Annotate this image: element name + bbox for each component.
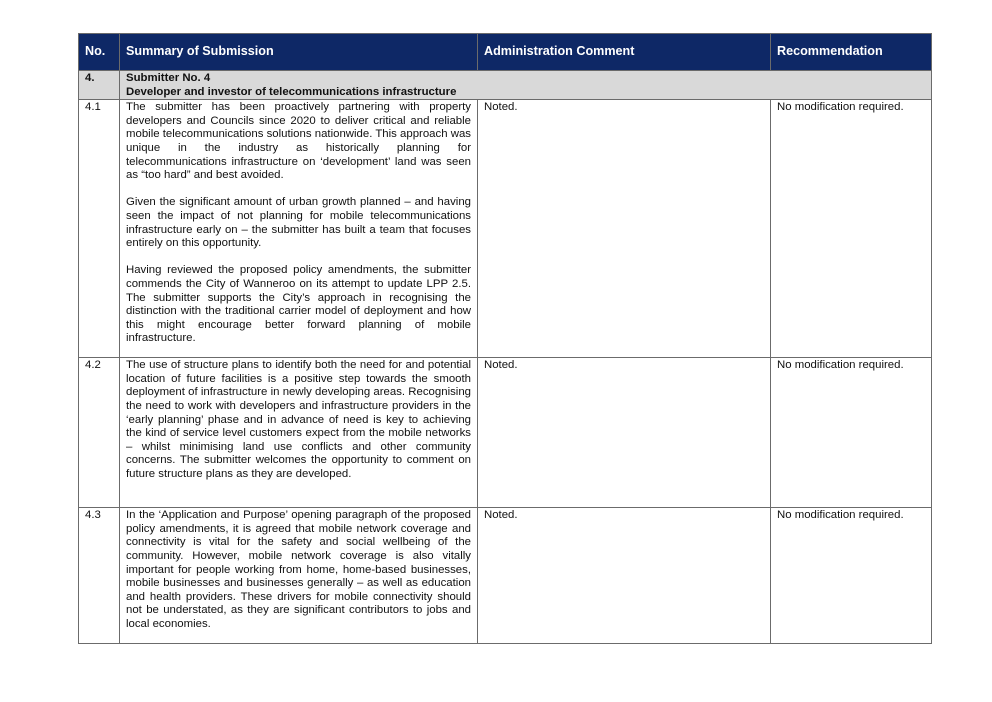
row-number: 4.1 <box>79 100 120 358</box>
row-recommendation: No modification required. <box>771 358 932 508</box>
submitter-number: 4. <box>79 71 120 100</box>
row-number: 4.3 <box>79 508 120 644</box>
submitter-description: Developer and investor of telecommunications infrastructure <box>126 85 457 98</box>
row-summary <box>120 100 478 358</box>
table-row <box>79 358 932 508</box>
summary-paragraph: Having reviewed the proposed policy amendments, the submitter commends the City of Wanneroo on its attempt to update LPP 2.5. The submitter supports the City’s approach in recognising the distinction with the traditional carrier model of deployment and how this might encourage better forward planning of mobile infrastructure. <box>126 264 471 345</box>
header-no: No. <box>79 34 120 71</box>
row-admin-comment: Noted. <box>478 358 771 508</box>
row-admin-comment: Noted. <box>478 100 771 358</box>
header-summary: Summary of Submission <box>120 34 478 71</box>
header-admin-comment: Administration Comment <box>478 34 771 71</box>
row-admin-comment: Noted. <box>478 508 771 644</box>
submitter-details <box>120 71 932 100</box>
submitter-row <box>79 71 932 100</box>
header-row <box>79 34 932 71</box>
table-row <box>79 100 932 358</box>
submissions-table <box>78 33 932 644</box>
summary-paragraph: The use of structure plans to identify both the need for and potential location of future facilities is a positive step towards the smooth deployment of infrastructure in newly developing areas. Recognising the need to work with developers and infrastructure providers in the ‘early planning’ phase and in advance of need is key to achieving the kind of service level customers expect from the mobile networks – whilst minimising land use conflicts and other community concerns. The submitter welcomes the opportunity to comment on future structure plans as they are developed. <box>126 359 471 480</box>
row-summary <box>120 358 478 508</box>
row-number: 4.2 <box>79 358 120 508</box>
table-row <box>79 508 932 644</box>
row-recommendation: No modification required. <box>771 100 932 358</box>
table-header <box>79 34 932 71</box>
table-body <box>79 71 932 644</box>
summary-paragraph: Given the significant amount of urban growth planned – and having seen the impact of not planning for mobile telecommunications infrastructure early on – the submitter has built a team that focuses entirely on this opportunity. <box>126 196 471 250</box>
row-recommendation: No modification required. <box>771 508 932 644</box>
row-summary <box>120 508 478 644</box>
submitter-name: Submitter No. 4 <box>126 72 211 84</box>
summary-paragraph: The submitter has been proactively partnering with property developers and Councils since 2020 to deliver critical and reliable mobile telecommunications solutions nationwide. This approach was unique in the industry as historically planning for telecommunications infrastructure on ‘development’ land was seen as “too hard” and best avoided. <box>126 101 471 182</box>
summary-paragraph: In the ‘Application and Purpose’ opening paragraph of the proposed policy amendments, it is agreed that mobile network coverage and connectivity is vital for the safety and social wellbeing of the community. However, mobile network coverage is also vitally important for people working from home, home-based businesses, mobile businesses and businesses generally – as well as education and health providers. These drivers for mobile connectivity should not be understated, as they are significant contributors to jobs and local economies. <box>126 509 471 630</box>
header-recommendation: Recommendation <box>771 34 932 71</box>
